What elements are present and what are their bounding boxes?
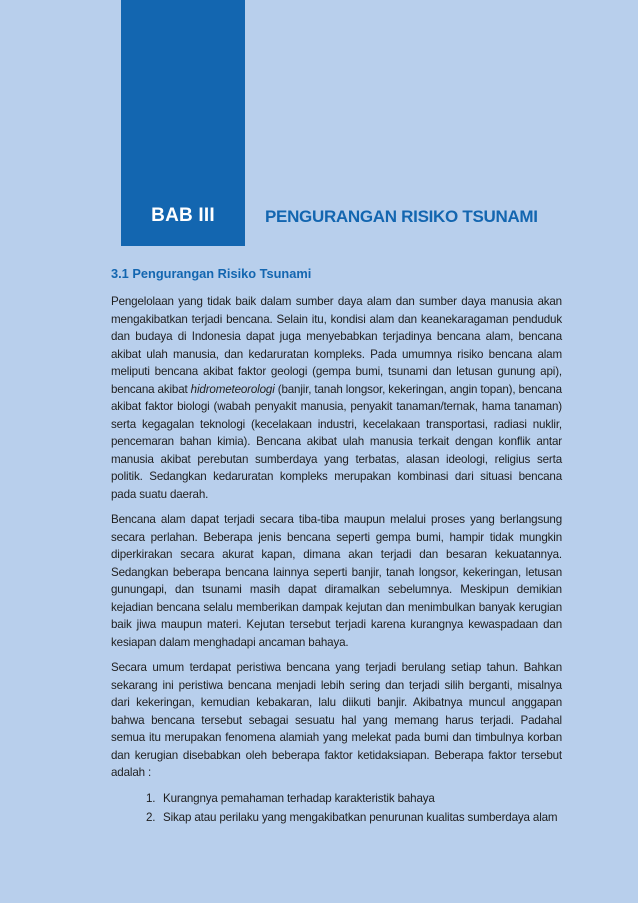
list-item-number: 2. [146, 811, 156, 824]
list-item [111, 790, 562, 808]
paragraph-3: Secara umum terdapat peristiwa bencana yang terjadi berulang setiap tahun. Bahkan sekarang ini peristiwa bencana menjadi lebih sering dan terjadi silih berganti, misalnya dari kekeringan, kemudian kebakaran, lalu diikuti banjir. Akibatnya muncul anggapan bahwa bencana tersebut sebagai sesuatu hal yang memang harus terjadi. Padahal semua itu merupakan fenomena alamiah yang melekat pada bumi dan timbulnya korban dan kerugian disebabkan oleh beberapa faktor ketidaksiapan. Beberapa faktor tersebut adalah : [111, 661, 562, 779]
factor-list [111, 790, 562, 827]
list-item-text: Kurangnya pemahaman terhadap karakteristik bahaya [163, 791, 435, 805]
paragraph-1 [111, 293, 562, 503]
chapter-number: BAB III [151, 205, 215, 226]
paragraph-2: Bencana alam dapat terjadi secara tiba-tiba maupun melalui proses yang berlangsung secara perlahan. Beberapa jenis bencana seperti gempa bumi, hampir tidak mungkin diperkirakan secara akurat kapan, dimana akan terjadi dan besaran kekuatannya. Sedangkan beberapa bencana lainnya seperti banjir, tanah longsor, kekeringan, letusan gunungapi, dan tsunami masih dapat diramalkan sebelumnya. Meskipun demikian kejadian bencana selalu memberikan dampak kejutan dan menimbulkan banyak kerugian baik jiwa maupun materi. Kejutan tersebut terjadi karena kurangnya kewaspadaan dan kesiapan dalam menghadapi ancaman bahaya. [111, 513, 562, 649]
paragraph-1-text-b: (banjir, tanah longsor, kekeringan, angin topan), bencana akibat faktor biologi (wabah penyakit manusia, penyakit tanaman/ternak, hama tanaman) serta kegagalan teknologi (kecelakaan industri, kecelakaan transportasi, radiasi nuklir, pencemaran bahan kimia). Bencana akibat ulah manusia terkait dengan konflik antar manusia akibat perebutan sumberdaya yang terbatas, alasan ideologi, religius serta politik. Sedangkan kedaruratan kompleks merupakan kombinasi dari situasi bencana pada suatu daerah. [111, 382, 562, 501]
chapter-title: PENGURANGAN RISIKO TSUNAMI [265, 207, 538, 226]
list-item-text: Sikap atau perilaku yang mengakibatkan penurunan kualitas sumberdaya alam [163, 811, 558, 824]
list-item-number: 1. [146, 791, 156, 805]
paragraph-1-text-a: Pengelolaan yang tidak baik dalam sumber daya alam dan sumber daya manusia akan mengakibatkan terjadi bencana. Selain itu, kondisi alam dan keanekaragaman penduduk dan budaya di Indonesia dapat juga menyebabkan terjadinya bencana alam, bencana akibat ulah manusia, dan kedaruratan kompleks. Pada umumnya risiko bencana alam meliputi bencana akibat faktor geologi (gempa bumi, tsunami dan letusan gunung api), bencana akibat [111, 295, 562, 396]
page-content [111, 265, 562, 829]
list-item [111, 809, 562, 827]
paragraph-1-italic-term: hidrometeorologi [190, 382, 275, 396]
section-heading: 3.1 Pengurangan Risiko Tsunami [111, 266, 312, 281]
